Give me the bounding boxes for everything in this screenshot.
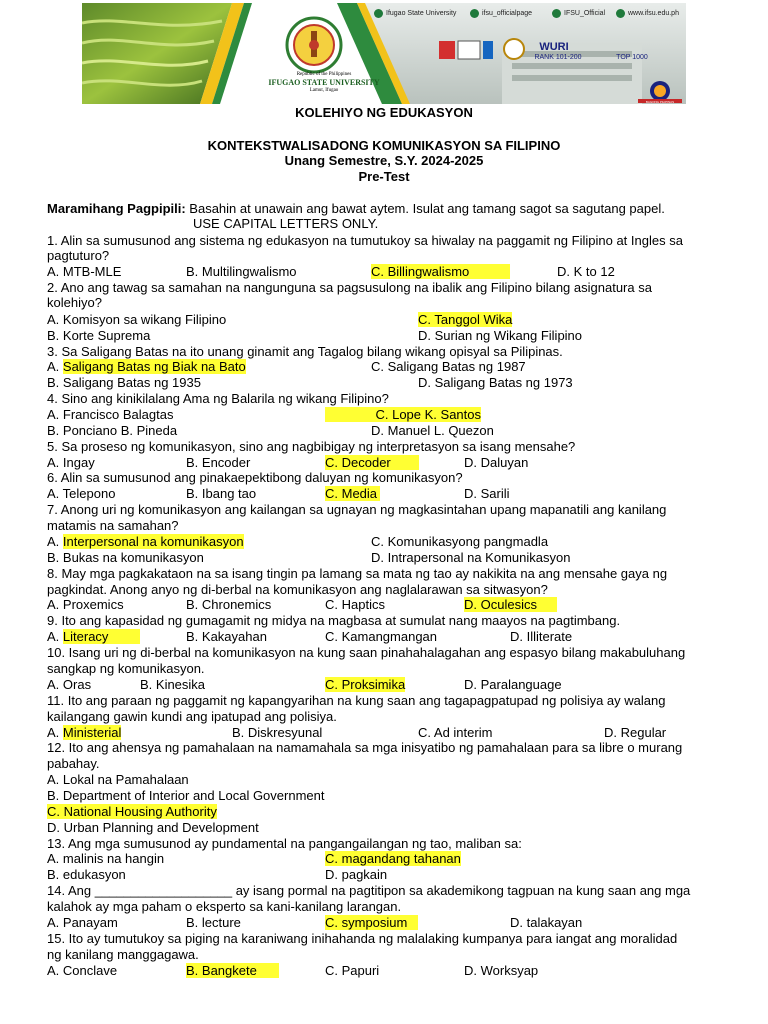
q14-option-d: D. talakayan: [510, 915, 583, 930]
q8-option-a: A. Proxemics: [47, 597, 124, 612]
banner-graphic: [82, 3, 686, 104]
question-15: 15. Ito ay tumutukoy sa piging na karaniwang inihahanda ng malalaking kumpanya para iangat ang moralidad: [47, 931, 678, 946]
question-14: 14. Ang ___________________ ay isang pormal na pagtitipon sa akademikong tagpuan na kung saan ang mga: [47, 883, 691, 898]
question-2-cont: kolehiyo?: [47, 295, 102, 310]
q2-option-d: D. Surian ng Wikang Filipino: [418, 328, 583, 343]
q9-option-a-text: Literacy: [63, 629, 140, 644]
question-11-cont: kailangang gawin kundi ang ipatupad ang polisiya.: [47, 709, 337, 724]
q1-option-a: A. MTB-MLE: [47, 264, 122, 279]
wuri-logo: WURI: [539, 41, 569, 53]
q10-option-d: D. Paralanguage: [464, 677, 562, 692]
q7-option-a-text: Interpersonal na komunikasyon: [62, 534, 244, 549]
q14-option-c: C. symposium: [325, 915, 418, 930]
question-13: 13. Ang mga sumusunod ay pundamental na pangangailangan ng tao, maliban sa:: [47, 836, 522, 851]
q1-option-d: D. K to 12: [557, 264, 615, 279]
question-10-cont: sangkap ng komunikasyon.: [47, 661, 205, 676]
q8-option-d: D. Oculesics: [464, 597, 557, 612]
q13-option-d: D. pagkain: [325, 867, 388, 882]
course-title: KONTEKSTWALISADONG KOMUNIKASYON SA FILIPINO: [207, 138, 561, 153]
q11-option-c: C. Ad interim: [418, 725, 493, 740]
q4-option-b: B. Ponciano B. Pineda: [47, 423, 178, 438]
social-instagram[interactable]: ifsu_officialpage: [470, 9, 532, 18]
question-12-cont: pabahay.: [47, 756, 100, 771]
q3-option-a-text: Saligang Batas ng Biak na Bato: [62, 359, 246, 374]
globe-icon: [616, 9, 625, 18]
question-7-cont: matamis na samahan?: [47, 518, 179, 533]
q14-option-a: A. Panayam: [47, 915, 118, 930]
social-x[interactable]: IFSU_Official: [552, 9, 605, 18]
q11-option-a: A. Ministerial: [47, 725, 122, 740]
instructions-text: Basahin at unawain ang bawat aytem. Isulat ang tamang sagot sa sagutang papel.: [185, 201, 665, 216]
q1-option-b: B. Multilingwalismo: [186, 264, 297, 279]
question-15-cont: ng kanilang manggagawa.: [47, 947, 199, 962]
q10-option-c: C. Proksimika: [325, 677, 406, 692]
q15-option-c: C. Papuri: [325, 963, 380, 978]
q12-option-a: A. Lokal na Pamahalaan: [47, 772, 189, 787]
q7-option-d: D. Intrapersonal na Komunikasyon: [371, 550, 571, 565]
q9-option-b: B. Kakayahan: [186, 629, 267, 644]
q6-option-c: C. Media: [325, 486, 380, 501]
semester-title: Unang Semestre, S.Y. 2024-2025: [284, 153, 484, 168]
question-12: 12. Ito ang ahensya ng pamahalaan na namamahala sa mga inisyatibo ng pamahalaan para sa libre o murang: [47, 740, 683, 755]
question-1: 1. Alin sa sumusunod ang sistema ng edukasyon na tumutukoy sa hiwalay na paggamit ng Filipino at Ingles sa: [47, 233, 683, 248]
q2-option-b: B. Korte Suprema: [47, 328, 151, 343]
question-9: 9. Ito ang kapasidad ng gumagamit ng midya na magbasa at sumulat nang maayos na pagtimbang.: [47, 613, 621, 628]
q11-option-b: B. Diskresyunal: [232, 725, 323, 740]
iso-badge-icon: [439, 41, 455, 59]
q1-option-c: C. Billingwalismo: [371, 264, 510, 279]
q15-option-d: D. Worksyap: [464, 963, 539, 978]
q7-option-c: C. Komunikasyong pangmadla: [371, 534, 549, 549]
q9-option-a: A. Literacy: [47, 629, 140, 644]
q12-option-d: D. Urban Planning and Development: [47, 820, 259, 835]
q15-option-a: A. Conclave: [47, 963, 118, 978]
question-8-cont: pagkindat. Anong anyo ng di-berbal na komunikasyon ang naglalarawan sa sitwasyon?: [47, 582, 548, 597]
q5-option-d: D. Daluyan: [464, 455, 529, 470]
instructions-label: Maramihang Pagpipili:: [47, 201, 186, 216]
college-title: KOLEHIYO NG EDUKASYON: [295, 105, 473, 120]
q13-option-b: B. edukasyon: [47, 867, 126, 882]
q5-option-b: B. Encoder: [186, 455, 251, 470]
bagong-pilipinas-text: BAGONG PILIPINAS: [645, 100, 675, 104]
q10-option-b: B. Kinesika: [140, 677, 206, 692]
q3-option-c: C. Saligang Batas ng 1987: [371, 359, 526, 374]
q6-option-d: D. Sarili: [464, 486, 510, 501]
q13-option-a: A. malinis na hangin: [47, 851, 165, 866]
q10-option-a: A. Oras: [47, 677, 92, 692]
question-7: 7. Anong uri ng komunikasyon ang kailangan sa ugnayan ng magkasintahan upang mapanatili ang kanilang: [47, 502, 667, 517]
q6-option-a: A. Telepono: [47, 486, 116, 501]
q3-option-a: A. Saligang Batas ng Biak na Bato: [47, 359, 246, 374]
q3-option-d: D. Saligang Batas ng 1973: [418, 375, 573, 390]
location-text: Lamut, Ifugao: [309, 88, 339, 93]
q4-option-d: D. Manuel L. Quezon: [371, 423, 494, 438]
q9-option-c: C. Kamangmangan: [325, 629, 438, 644]
question-14-cont: kalahok ay mga paham o eksperto sa kani-kanilang larangan.: [47, 899, 402, 914]
q13-option-c: C. magandang tahanan: [325, 851, 461, 866]
republic-text: Republic of the Philippines: [296, 72, 352, 77]
instructions-caps: USE CAPITAL LETTERS ONLY.: [193, 216, 379, 231]
question-11: 11. Ito ang paraan ng paggamit ng kapangyarihan na kung saan ang tagapagpatupad ng polisiya ay walang: [47, 693, 666, 708]
social-website[interactable]: www.ifsu.edu.ph: [616, 9, 679, 18]
question-1-cont: pagtuturo?: [47, 248, 110, 263]
q11-option-d: D. Regular: [604, 725, 667, 740]
top-rank: TOP 1000: [616, 54, 648, 61]
x-icon: [552, 9, 561, 18]
q15-option-b: B. Bangkete: [186, 963, 279, 978]
q8-option-b: B. Chronemics: [186, 597, 272, 612]
q5-option-c: C. Decoder: [325, 455, 419, 470]
q12-option-c: C. National Housing Authority: [47, 804, 217, 819]
q14-option-b: B. lecture: [186, 915, 241, 930]
university-name: IFUGAO STATE UNIVERSITY: [268, 78, 380, 87]
q7-option-b: B. Bukas na komunikasyon: [47, 550, 204, 565]
q4-option-c: C. Lope K. Santos: [325, 407, 481, 422]
instructions: [47, 201, 665, 216]
wuri-rank: RANK 101-200: [534, 54, 582, 61]
question-10: 10. Isang uri ng di-berbal na komunikasyon na kung saan pinahahalagahan ang espasyo bilang makabuluhang: [47, 645, 686, 660]
question-4: 4. Sino ang kinikilalang Ama ng Balarila ng wikang Filipino?: [47, 391, 389, 406]
q4-option-a: A. Francisco Balagtas: [47, 407, 174, 422]
q2-option-c: C. Tanggol Wika: [418, 312, 513, 327]
q5-option-a: A. Ingay: [47, 455, 95, 470]
social-facebook[interactable]: Ifugao State University: [374, 9, 456, 18]
q7-option-a: A. Interpersonal na komunikasyon: [47, 534, 244, 549]
q8-option-c: C. Haptics: [325, 597, 385, 612]
university-banner: [82, 3, 686, 104]
q11-option-a-text: Ministerial: [62, 725, 122, 740]
q6-option-b: B. Ibang tao: [186, 486, 257, 501]
emblem-icon: [504, 39, 524, 59]
question-5: 5. Sa proseso ng komunikasyon, sino ang nagbibigay ng interpretasyon sa isang mensahe?: [47, 439, 576, 454]
q3-option-b: B. Saligang Batas ng 1935: [47, 375, 201, 390]
question-3: 3. Sa Saligang Batas na ito unang ginamit ang Tagalog bilang wikang opisyal sa Pilipinas.: [47, 344, 563, 359]
q9-option-d: D. Illiterate: [510, 629, 573, 644]
question-2: 2. Ano ang tawag sa samahan na nangunguna sa pagsusulong na ibalik ang Filipino bilang asignatura sa: [47, 280, 652, 295]
q12-option-b: B. Department of Interior and Local Government: [47, 788, 325, 803]
question-6: 6. Alin sa sumusunod ang pinakaepektibong daluyan ng komunikasyon?: [47, 470, 463, 485]
test-title: Pre-Test: [358, 169, 410, 184]
q2-option-a: A. Komisyon sa wikang Filipino: [47, 312, 227, 327]
instagram-icon: [470, 9, 479, 18]
facebook-icon: [374, 9, 383, 18]
question-8: 8. May mga pagkakataon na sa isang tingin pa lamang sa mata ng tao ay nakikita na ang mensahe gaya ng: [47, 566, 668, 581]
